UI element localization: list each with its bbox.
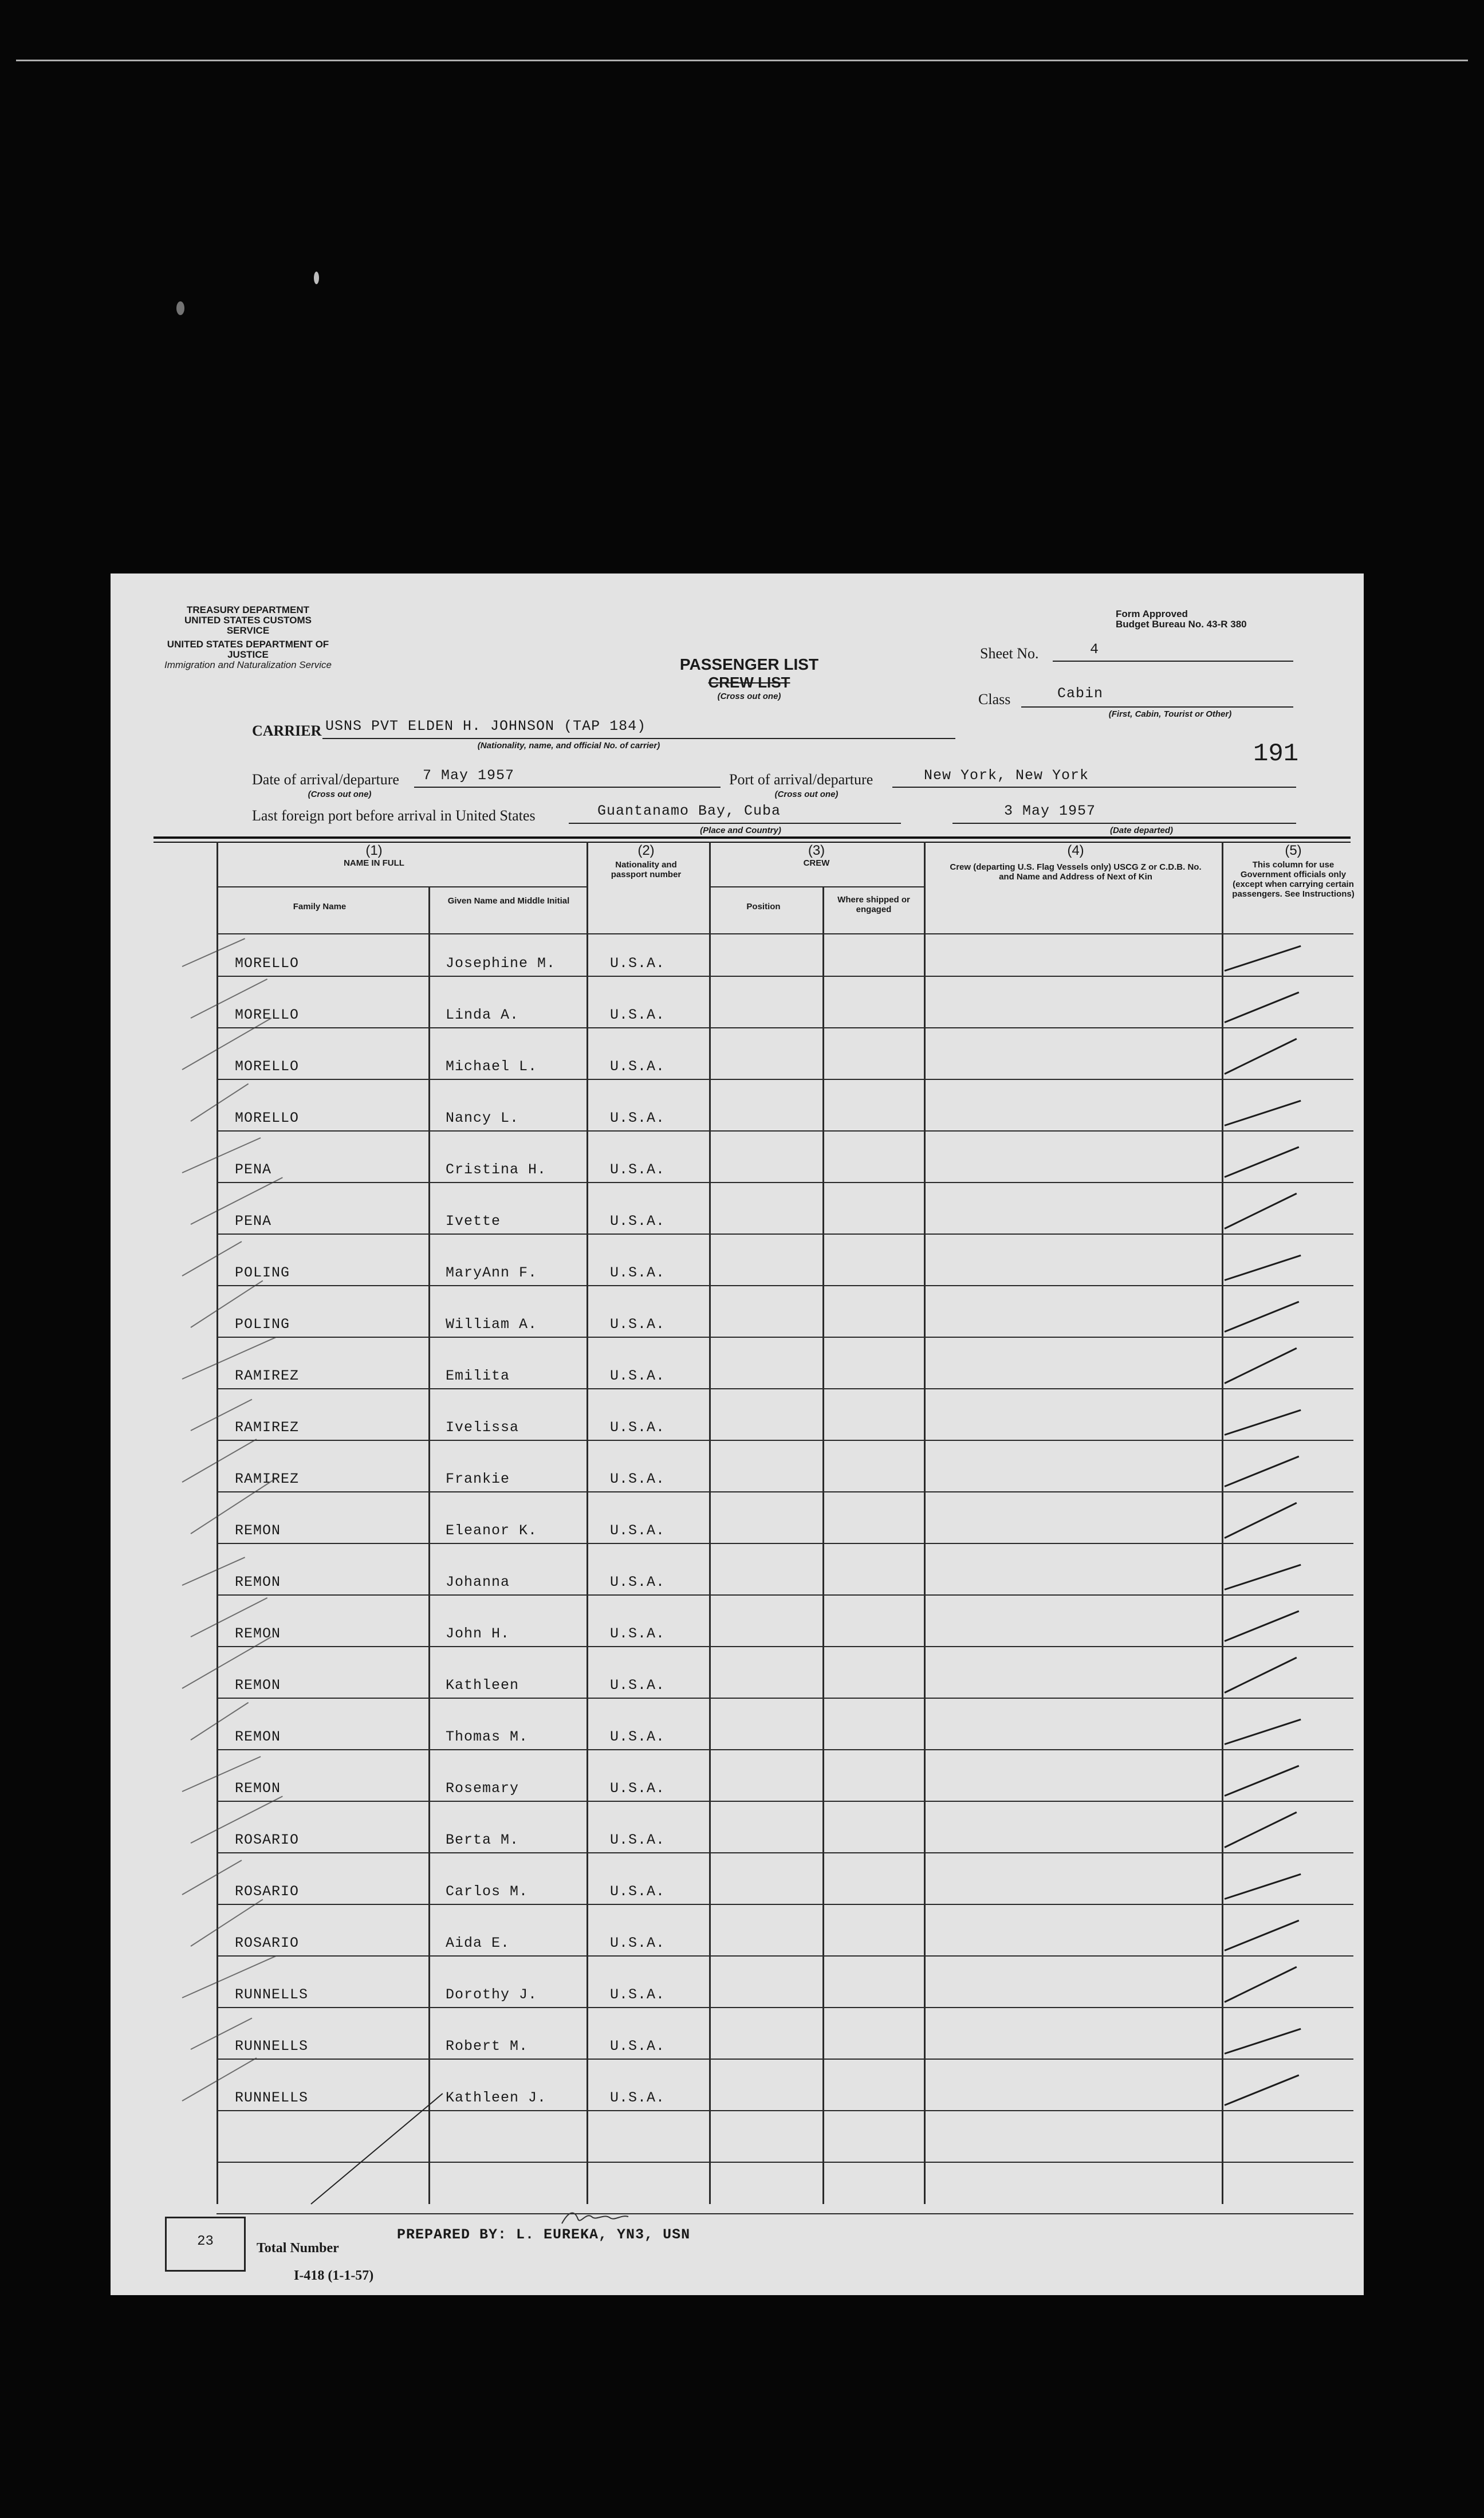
row-rule (217, 1749, 1353, 1750)
cross-out-note: (Cross out one) (774, 789, 839, 799)
checkmark-mark (1224, 1502, 1297, 1539)
nationality-cell: U.S.A. (610, 1986, 666, 2003)
checkmark-mark (1225, 945, 1301, 972)
row-rule (217, 1388, 1353, 1389)
family-name-cell: RAMIREZ (235, 1368, 300, 1384)
row-rule (217, 1698, 1353, 1699)
col-rule (709, 842, 711, 2204)
given-name-cell: Robert M. (446, 2038, 529, 2055)
col3-number: (3) (808, 843, 825, 858)
arrival-date: 7 May 1957 (423, 767, 515, 784)
row-rule (217, 2059, 1353, 2060)
given-name-cell: Kathleen J. (446, 2089, 547, 2106)
row-rule (217, 1904, 1353, 1905)
checkmark-mark (1224, 1657, 1297, 1694)
row-rule (217, 2110, 1353, 2111)
pencil-tick-mark (182, 1860, 242, 1895)
family-name-cell: MORELLO (235, 1110, 300, 1126)
nationality-cell: U.S.A. (610, 955, 666, 972)
header-bottom-rule (217, 933, 1353, 934)
nationality-cell: U.S.A. (610, 1832, 666, 1848)
family-name-cell: PENA (235, 1213, 272, 1229)
class-value: Cabin (1057, 685, 1104, 702)
given-name-cell: John H. (446, 1625, 510, 1642)
nationality-cell: U.S.A. (610, 2038, 666, 2055)
film-speck (314, 272, 319, 284)
pencil-tick-mark (182, 1241, 242, 1276)
nationality-cell: U.S.A. (610, 1780, 666, 1797)
given-name-cell: Nancy L. (446, 1110, 519, 1126)
given-name-header: Given Name and Middle Initial (447, 896, 570, 906)
row-rule (217, 1440, 1353, 1441)
passenger-list-form (111, 573, 1364, 2295)
form-title-block (652, 655, 847, 701)
col-rule (586, 842, 588, 2204)
arrival-label: Date of arrival/departure (252, 771, 399, 788)
checkmark-mark (1224, 1765, 1299, 1797)
row-rule (217, 2007, 1353, 2008)
nationality-cell: U.S.A. (610, 1935, 666, 1951)
carrier-label: CARRIER (252, 722, 322, 739)
given-name-cell: Johanna (446, 1574, 510, 1590)
family-name-cell: POLING (235, 1264, 290, 1281)
given-name-cell: Frankie (446, 1471, 510, 1487)
col1-header (214, 843, 534, 868)
port-value: New York, New York (924, 767, 1089, 784)
carrier-note: (Nationality, name, and official No. of carrier) (477, 741, 660, 751)
checkmark-mark (1224, 1610, 1299, 1642)
nationality-cell: U.S.A. (610, 1007, 666, 1023)
family-name-cell: POLING (235, 1316, 290, 1333)
class-note: (First, Cabin, Tourist or Other) (1108, 709, 1232, 719)
row-rule (217, 1955, 1353, 1957)
agency-header (162, 605, 334, 670)
col-rule (822, 886, 824, 2204)
checkmark-mark (1224, 1146, 1299, 1178)
checkmark-mark (1224, 1193, 1297, 1229)
sheet-label: Sheet No. (980, 645, 1039, 662)
col2-header (589, 843, 703, 879)
agency-line: Immigration and Naturalization Service (164, 659, 332, 670)
given-name-cell: Rosemary (446, 1780, 519, 1797)
stamp-number: 191 (1253, 740, 1299, 768)
film-speck (176, 301, 184, 315)
row-rule (217, 1130, 1353, 1132)
row-rule (217, 1337, 1353, 1338)
given-name-cell: MaryAnn F. (446, 1264, 538, 1281)
port-label: Port of arrival/departure (729, 771, 873, 788)
nationality-cell: U.S.A. (610, 1368, 666, 1384)
family-name-cell: REMON (235, 1522, 281, 1539)
family-name-cell: ROSARIO (235, 1832, 300, 1848)
nationality-cell: U.S.A. (610, 1883, 666, 1900)
class-label: Class (978, 691, 1011, 708)
checkmark-mark (1224, 2075, 1299, 2106)
nationality-cell: U.S.A. (610, 1316, 666, 1333)
form-approval (1116, 609, 1247, 630)
nationality-cell: U.S.A. (610, 1677, 666, 1694)
nationality-cell: U.S.A. (610, 1574, 666, 1590)
family-name-header: Family Name (293, 902, 347, 912)
nationality-cell: U.S.A. (610, 1213, 666, 1229)
nationality-cell: U.S.A. (610, 1419, 666, 1436)
family-name-cell: REMON (235, 1780, 281, 1797)
nationality-cell: U.S.A. (610, 1264, 666, 1281)
col1-title: NAME IN FULL (344, 858, 404, 868)
form-title-crossed: CREW LIST (708, 674, 790, 691)
nationality-cell: U.S.A. (610, 1471, 666, 1487)
checkmark-mark (1225, 1409, 1301, 1436)
given-name-cell: Carlos M. (446, 1883, 529, 1900)
cross-out-note: (Cross out one) (308, 789, 372, 799)
position-header: Position (746, 902, 781, 912)
family-name-cell: RAMIREZ (235, 1471, 300, 1487)
given-name-cell: Eleanor K. (446, 1522, 538, 1539)
family-name-cell: REMON (235, 1625, 281, 1642)
film-edge-line (16, 60, 1468, 61)
nationality-cell: U.S.A. (610, 1058, 666, 1075)
total-box (165, 2217, 246, 2272)
row-rule (217, 2162, 1353, 2163)
col2-title: Nationality and passport number (611, 860, 682, 879)
row-rule (217, 1594, 1353, 1596)
given-name-cell: William A. (446, 1316, 538, 1333)
row-rule (217, 1646, 1353, 1647)
nationality-cell: U.S.A. (610, 1522, 666, 1539)
given-name-cell: Cristina H. (446, 1161, 547, 1178)
col5-header (1225, 843, 1362, 899)
form-number: I-418 (1-1-57) (294, 2268, 374, 2283)
family-name-cell: RUNNELLS (235, 2038, 309, 2055)
checkmark-mark (1224, 1966, 1297, 2003)
checkmark-mark (1225, 1564, 1301, 1590)
nationality-cell: U.S.A. (610, 1161, 666, 1178)
checkmark-mark (1224, 1920, 1299, 1951)
checkmark-mark (1224, 1301, 1299, 1333)
nationality-cell: U.S.A. (610, 1729, 666, 1745)
col1-number: (1) (365, 843, 383, 858)
total-value: 23 (197, 2234, 214, 2249)
given-name-cell: Thomas M. (446, 1729, 529, 1745)
approval-line: Budget Bureau No. 43-R 380 (1116, 619, 1247, 630)
agency-line: UNITED STATES DEPARTMENT OF JUSTICE (167, 639, 329, 660)
family-name-cell: RUNNELLS (235, 2089, 309, 2106)
row-rule (217, 1543, 1353, 1544)
total-label: Total Number (257, 2241, 339, 2256)
checkmark-mark (1225, 1873, 1301, 1900)
family-name-cell: MORELLO (235, 1007, 300, 1023)
checkmark-mark (1224, 1812, 1297, 1848)
family-name-cell: MORELLO (235, 955, 300, 972)
row-rule (217, 1491, 1353, 1492)
given-name-cell: Ivette (446, 1213, 501, 1229)
family-name-cell: ROSARIO (235, 1883, 300, 1900)
family-name-cell: MORELLO (235, 1058, 300, 1075)
handwritten-signature (557, 2206, 632, 2229)
family-name-cell: REMON (235, 1574, 281, 1590)
given-name-cell: Dorothy J. (446, 1986, 538, 2003)
nationality-cell: U.S.A. (610, 2089, 666, 2106)
col-rule (924, 842, 926, 2204)
col3-title: CREW (803, 858, 830, 868)
given-name-cell: Linda A. (446, 1007, 519, 1023)
checkmark-mark (1225, 1255, 1301, 1281)
col-rule (217, 842, 218, 2204)
given-name-cell: Aida E. (446, 1935, 510, 1951)
row-rule (217, 1182, 1353, 1183)
given-name-cell: Michael L. (446, 1058, 538, 1075)
family-name-cell: RUNNELLS (235, 1986, 309, 2003)
family-name-cell: REMON (235, 1677, 281, 1694)
col5-number: (5) (1285, 843, 1302, 858)
approval-line: Form Approved (1116, 608, 1188, 619)
shipped-header: Where shipped or engaged (837, 895, 910, 914)
prepared-by: PREPARED BY: L. EUREKA, YN3, USN (397, 2226, 691, 2243)
col4-header (930, 843, 1222, 882)
col3-header (709, 843, 924, 868)
given-name-cell: Josephine M. (446, 955, 556, 972)
carrier-value: USNS PVT ELDEN H. JOHNSON (TAP 184) (325, 718, 647, 734)
row-rule (217, 1027, 1353, 1028)
col-rule (428, 886, 430, 2204)
checkmark-mark (1225, 1719, 1301, 1745)
family-name-cell: REMON (235, 1729, 281, 1745)
given-name-cell: Berta M. (446, 1832, 519, 1848)
row-rule (217, 2213, 1353, 2214)
row-rule (217, 1852, 1353, 1853)
last-port-label: Last foreign port before arrival in United States (252, 807, 536, 824)
given-name-cell: Ivelissa (446, 1419, 519, 1436)
date-departed: 3 May 1957 (1004, 803, 1096, 819)
family-name-cell: ROSARIO (235, 1935, 300, 1951)
row-rule (217, 1079, 1353, 1080)
checkmark-mark (1225, 1100, 1301, 1126)
checkmark-mark (1224, 1456, 1299, 1487)
col2-number: (2) (637, 843, 655, 858)
col4-title: Crew (departing U.S. Flag Vessels only) USCG Z or C.D.B. No. and Name and Address of Next of Kin (950, 862, 1202, 882)
col4-number: (4) (1067, 843, 1084, 858)
given-name-cell: Emilita (446, 1368, 510, 1384)
form-title-note: (Cross out one) (717, 692, 781, 701)
row-rule (217, 976, 1353, 977)
form-title: PASSENGER LIST (679, 655, 819, 673)
row-rule (217, 1801, 1353, 1802)
checkmark-mark (1224, 992, 1299, 1023)
last-port-value: Guantanamo Bay, Cuba (597, 803, 781, 819)
agency-line: UNITED STATES CUSTOMS SERVICE (184, 615, 312, 636)
nationality-cell: U.S.A. (610, 1625, 666, 1642)
sheet-number: 4 (1090, 641, 1100, 658)
family-name-cell: PENA (235, 1161, 272, 1178)
date-departed-note: (Date departed) (1109, 826, 1174, 835)
checkmark-mark (1224, 1038, 1297, 1075)
family-name-cell: RAMIREZ (235, 1419, 300, 1436)
given-name-cell: Kathleen (446, 1677, 519, 1694)
nationality-cell: U.S.A. (610, 1110, 666, 1126)
row-rule (217, 1285, 1353, 1286)
row-rule (217, 1234, 1353, 1235)
last-port-note: (Place and Country) (700, 826, 781, 835)
col5-title: This column for use Government officials only (except when carrying certain passengers. See Instructions) (1232, 860, 1355, 899)
checkmark-mark (1224, 1348, 1297, 1384)
checkmark-mark (1225, 2028, 1301, 2055)
agency-line: TREASURY DEPARTMENT (186, 604, 310, 615)
col-rule (1222, 842, 1223, 2204)
